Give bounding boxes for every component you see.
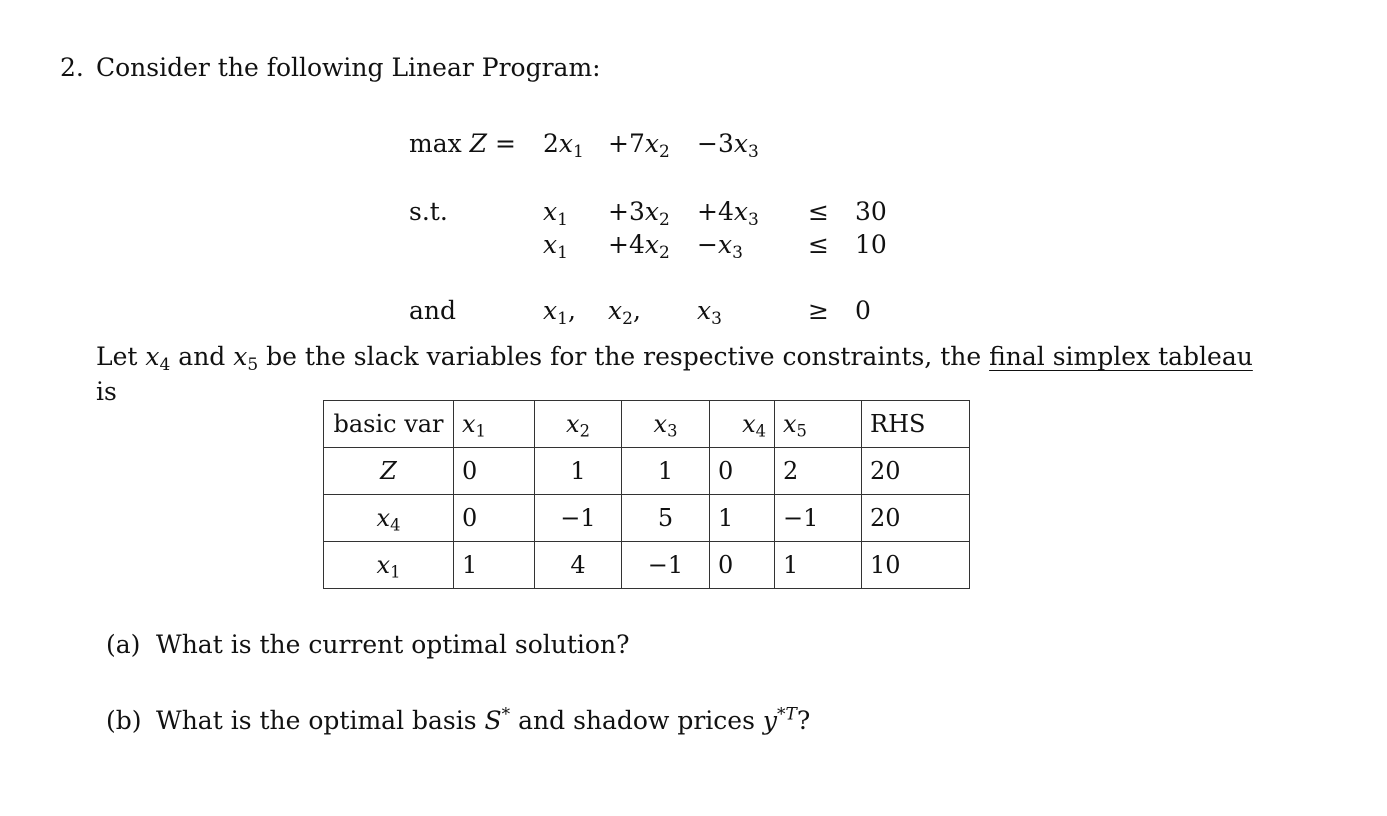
nonneg-var-3: $x_3$ — [697, 296, 722, 329]
nonneg-relation: ≥ — [808, 296, 829, 325]
problem-heading: Consider the following Linear Program: — [96, 53, 601, 82]
table-cell: 0 — [454, 448, 535, 495]
question-b-label: (b) — [106, 706, 142, 735]
row-basic-label: $x_4$ — [324, 495, 454, 542]
header-x2: $x_2$ — [535, 401, 622, 448]
header-basic-var: basic var — [324, 401, 454, 448]
constraint-1-term-2: $+3x_2$ — [608, 197, 670, 230]
subject-to-label: s.t. — [409, 197, 448, 226]
table-cell: −1 — [622, 542, 710, 589]
final-simplex-tableau-term: final simplex tableau — [989, 342, 1253, 371]
header-x3: $x_3$ — [622, 401, 710, 448]
row-basic-label: $x_1$ — [324, 542, 454, 589]
nonneg-var-2: $x_2$, — [608, 296, 641, 329]
table-cell: 20 — [862, 495, 970, 542]
constraint-2-rhs: 10 — [855, 230, 887, 259]
header-rhs: RHS — [862, 401, 970, 448]
table-cell: 10 — [862, 542, 970, 589]
table-row — [324, 542, 970, 589]
question-a-text: What is the current optimal solution? — [156, 630, 630, 659]
table-cell: 1 — [710, 495, 775, 542]
constraint-2-term-1: $x_1$ — [543, 230, 568, 263]
table-cell: 0 — [710, 542, 775, 589]
table-cell: 0 — [454, 495, 535, 542]
table-cell: 20 — [862, 448, 970, 495]
header-x1: $x_1$ — [454, 401, 535, 448]
row-basic-label: Z — [324, 448, 454, 495]
simplex-tableau — [323, 400, 970, 589]
question-b-text: What is the optimal basis S* and shadow prices $y^{*T}$? — [156, 704, 811, 735]
table-cell: 5 — [622, 495, 710, 542]
problem-number: 2. — [60, 53, 84, 82]
header-x5: $x_5$ — [775, 401, 862, 448]
constraint-1-relation: ≤ — [808, 197, 829, 226]
table-cell: 1 — [454, 542, 535, 589]
question-a-label: (a) — [106, 630, 141, 659]
table-row — [324, 495, 970, 542]
constraint-1-term-3: $+4x_3$ — [697, 197, 759, 230]
objective-term-2: $+7x_2$ — [608, 129, 670, 162]
tableau-header-row — [324, 401, 970, 448]
constraint-2-term-3: $-x_3$ — [697, 230, 743, 263]
table-cell: 4 — [535, 542, 622, 589]
table-cell: 1 — [775, 542, 862, 589]
constraint-1-rhs: 30 — [855, 197, 887, 226]
table-cell: −1 — [535, 495, 622, 542]
table-cell: 1 — [622, 448, 710, 495]
objective-label: max Z = — [409, 129, 516, 158]
nonneg-var-1: $x_1$, — [543, 296, 576, 329]
objective-term-3: $-3x_3$ — [697, 129, 759, 162]
intro-line-2: is — [96, 377, 117, 406]
table-cell: −1 — [775, 495, 862, 542]
table-cell: 2 — [775, 448, 862, 495]
constraint-2-relation: ≤ — [808, 230, 829, 259]
constraint-2-term-2: $+4x_2$ — [608, 230, 670, 263]
table-cell: 0 — [710, 448, 775, 495]
header-x4: $x_4$ — [710, 401, 775, 448]
intro-line-1: Let $x_4$ and $x_5$ be the slack variables for the respective constraints, the final simplex tableau — [96, 342, 1253, 375]
nonneg-label: and — [409, 296, 457, 325]
constraint-1-term-1: $x_1$ — [543, 197, 568, 230]
objective-term-1: $2x_1$ — [543, 129, 584, 162]
nonneg-rhs: 0 — [855, 296, 871, 325]
table-cell: 1 — [535, 448, 622, 495]
table-row — [324, 448, 970, 495]
